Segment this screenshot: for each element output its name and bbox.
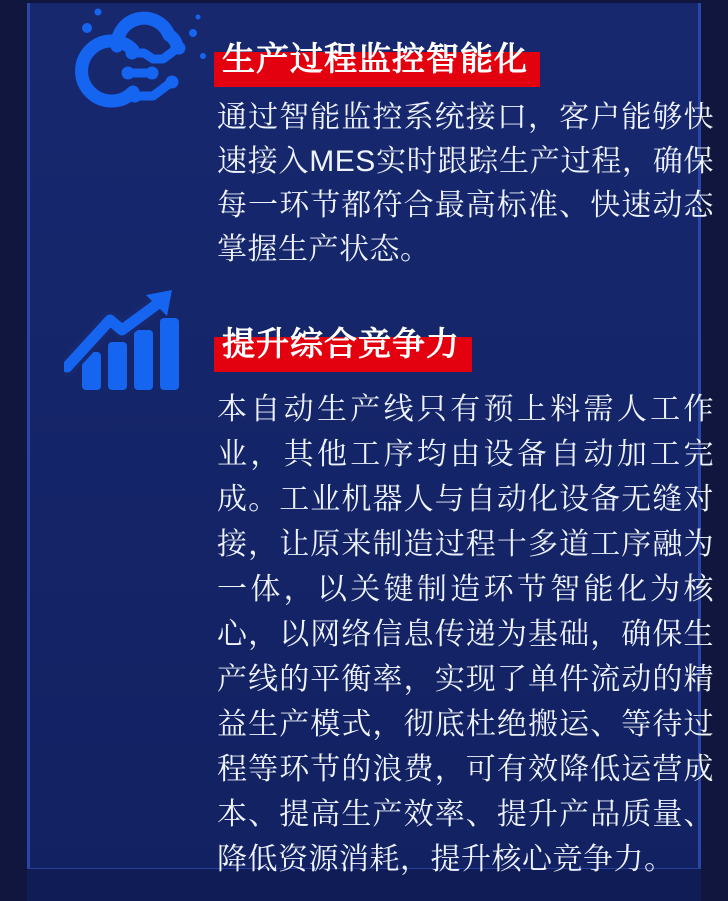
growth-chart-icon [64,288,179,392]
section-heading-competitiveness [222,324,460,364]
section-body-competitiveness: 本自动生产线只有预上料需人工作业，其他工序均由设备自动加工完成。工业机器人与自动化设备无缝对接，让原来制造过程十多道工序融为一体，以关键制造环节智能化为核心，以网络信息传递为基础，确保生产线的平衡率，实现了单件流动的精益生产模式，彻底杜绝搬运、等待过程等环节的浪费，可有效降低运营成本、提高生产效率、提升产品质量、降低资源消耗，提升核心竞争力。 [217,393,714,876]
section-heading-monitoring [222,39,528,79]
section-body-monitoring: 通过智能监控系统接口，客户能够快速接入MES实时跟踪生产过程，确保每一环节都符合最高标准、快速动态掌握生产状态。 [217,101,714,266]
heading-text: 生产过程监控智能化 [222,40,528,77]
cloud-circuit-icon [57,2,212,114]
heading-text: 提升综合竞争力 [222,325,460,362]
